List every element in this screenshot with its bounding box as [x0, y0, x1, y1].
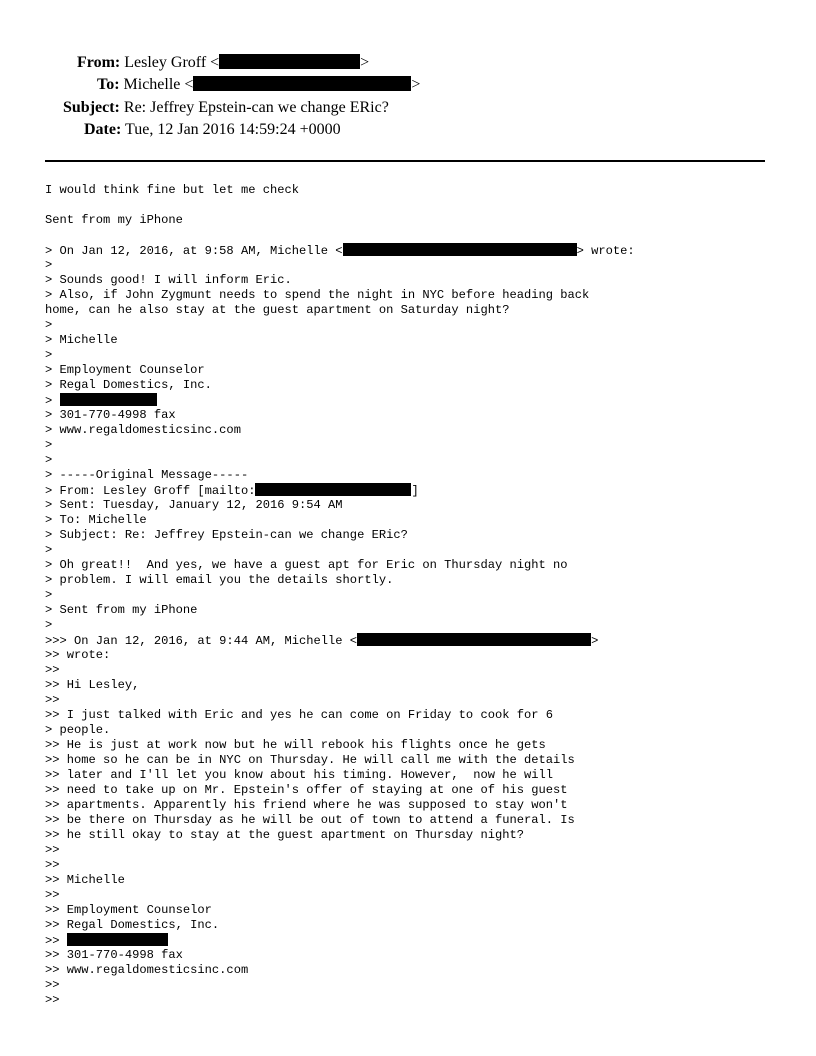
body-line: [45, 963, 635, 978]
body-line: [45, 258, 635, 273]
body-line-text: >> www.regaldomesticsinc.com: [45, 963, 249, 977]
body-line-text: > Employment Counselor: [45, 363, 205, 377]
body-line: [45, 183, 635, 198]
body-line: [45, 768, 635, 783]
body-line: [45, 603, 635, 618]
body-line-text: > From: Lesley Groff [mailto:: [45, 484, 256, 498]
body-line: [45, 618, 635, 633]
body-line: [45, 228, 635, 243]
body-line: [45, 453, 635, 468]
body-line-text: > Sent from my iPhone: [45, 603, 198, 617]
body-line-text: >: [45, 394, 60, 408]
body-line-text: >>: [45, 663, 60, 677]
body-line: [45, 348, 635, 363]
subject-label: Subject:: [63, 99, 120, 116]
body-line: [45, 468, 635, 483]
body-line-text: > people.: [45, 723, 111, 737]
subject-line: [63, 98, 389, 118]
body-line-text: > 301-770-4998 fax: [45, 408, 176, 422]
body-line: [45, 678, 635, 693]
body-line: [45, 663, 635, 678]
body-line-text: > problem. I will email you the details shortly.: [45, 573, 394, 587]
body-line-text: >> later and I'll let you know about his timing. However, now he will: [45, 768, 554, 782]
redaction-bar: [193, 76, 411, 91]
body-line-text: > Sounds good! I will inform Eric.: [45, 273, 292, 287]
body-line-text: >> He is just at work now but he will rebook his flights once he gets: [45, 738, 546, 752]
body-line: [45, 783, 635, 798]
body-line: [45, 243, 635, 258]
redaction-bar: [343, 243, 577, 256]
body-line-text: >: [45, 318, 53, 332]
body-line-text: >>: [45, 934, 67, 948]
redaction-bar: [219, 54, 360, 69]
body-line-text: > www.regaldomesticsinc.com: [45, 423, 241, 437]
body-line: [45, 438, 635, 453]
body-line: [45, 708, 635, 723]
header-divider: [45, 160, 765, 162]
body-line-tail: >: [591, 634, 599, 648]
body-line-text: >> I just talked with Eric and yes he can come on Friday to cook for 6: [45, 708, 554, 722]
body-line: [45, 513, 635, 528]
body-line-text: I would think fine but let me check: [45, 183, 300, 197]
body-line: [45, 948, 635, 963]
body-line-text: >> need to take up on Mr. Epstein's offer of staying at one of his guest: [45, 783, 568, 797]
body-line: [45, 363, 635, 378]
date-label: Date:: [84, 121, 122, 138]
body-line-text: >: [45, 453, 53, 467]
from-label: From:: [77, 54, 121, 71]
date-value: Tue, 12 Jan 2016 14:59:24 +0000: [125, 121, 341, 138]
body-line-text: > Michelle: [45, 333, 118, 347]
body-line: [45, 588, 635, 603]
body-line-text: >: [45, 258, 53, 272]
body-line-text: >: [45, 348, 53, 362]
body-line-text: >: [45, 438, 53, 452]
body-line: [45, 633, 635, 648]
body-line: [45, 648, 635, 663]
body-line-text: >: [45, 618, 53, 632]
body-line: [45, 813, 635, 828]
body-line: [45, 738, 635, 753]
body-line: [45, 498, 635, 513]
body-line-text: >> apartments. Apparently his friend where he was supposed to stay won't: [45, 798, 568, 812]
redaction-bar: [67, 933, 168, 946]
body-line: [45, 288, 635, 303]
body-line: [45, 273, 635, 288]
body-line-text: > Oh great!! And yes, we have a guest apt for Eric on Thursday night no: [45, 558, 568, 572]
body-line-text: >> be there on Thursday as he will be out of town to attend a funeral. Is: [45, 813, 575, 827]
body-line-text: >> Employment Counselor: [45, 903, 212, 917]
to-label: To:: [97, 76, 120, 93]
redaction-bar: [357, 633, 591, 646]
body-line: [45, 903, 635, 918]
body-line-text: >> wrote:: [45, 648, 111, 662]
body-line: [45, 408, 635, 423]
email-body: [45, 183, 635, 1008]
body-line: [45, 483, 635, 498]
body-line: [45, 723, 635, 738]
from-value: Lesley Groff <: [124, 54, 220, 71]
body-line: [45, 933, 635, 948]
body-line: [45, 543, 635, 558]
body-line: [45, 423, 635, 438]
body-line: [45, 318, 635, 333]
body-line: [45, 858, 635, 873]
body-line-text: >> Michelle: [45, 873, 125, 887]
body-line: [45, 798, 635, 813]
body-line-text: >> he still okay to stay at the guest apartment on Thursday night?: [45, 828, 524, 842]
body-line: [45, 993, 635, 1008]
body-line-text: >> home so he can be in NYC on Thursday. He will call me with the details: [45, 753, 575, 767]
body-line-text: Sent from my iPhone: [45, 213, 183, 227]
body-line-tail: > wrote:: [576, 244, 635, 258]
body-line: [45, 978, 635, 993]
body-line-tail: ]: [411, 484, 419, 498]
body-line: [45, 528, 635, 543]
body-line-text: >>: [45, 993, 60, 1007]
body-line-text: >>: [45, 978, 60, 992]
to-value: Michelle <: [123, 76, 194, 93]
body-line: [45, 558, 635, 573]
to-close: >: [411, 76, 421, 93]
body-line: [45, 828, 635, 843]
body-line-text: > On Jan 12, 2016, at 9:58 AM, Michelle <: [45, 244, 343, 258]
body-line-text: >> 301-770-4998 fax: [45, 948, 183, 962]
body-line-text: > Regal Domestics, Inc.: [45, 378, 212, 392]
body-line-text: > To: Michelle: [45, 513, 147, 527]
body-line: [45, 888, 635, 903]
body-line-text: >>: [45, 693, 60, 707]
body-line-text: >>> On Jan 12, 2016, at 9:44 AM, Michelle <: [45, 634, 358, 648]
body-line-text: >>: [45, 888, 60, 902]
body-line-text: >>: [45, 858, 60, 872]
redaction-bar: [60, 393, 157, 406]
body-line-text: home, can he also stay at the guest apartment on Saturday night?: [45, 303, 510, 317]
body-line: [45, 198, 635, 213]
body-line-text: > -----Original Message-----: [45, 468, 249, 482]
body-line: [45, 393, 635, 408]
body-line: [45, 843, 635, 858]
body-line-text: > Sent: Tuesday, January 12, 2016 9:54 AM: [45, 498, 343, 512]
body-line: [45, 213, 635, 228]
body-line: [45, 303, 635, 318]
to-line: [97, 75, 420, 95]
body-line: [45, 378, 635, 393]
body-line: [45, 918, 635, 933]
from-close: >: [360, 54, 370, 71]
redaction-bar: [255, 483, 411, 496]
body-line-text: > Subject: Re: Jeffrey Epstein-can we change ERic?: [45, 528, 408, 542]
from-line: [77, 53, 369, 73]
body-line-text: >: [45, 588, 53, 602]
subject-value: Re: Jeffrey Epstein-can we change ERic?: [123, 99, 389, 116]
body-line-text: >: [45, 543, 53, 557]
body-line-text: >> Hi Lesley,: [45, 678, 140, 692]
body-line: [45, 333, 635, 348]
body-line: [45, 693, 635, 708]
body-line-text: >>: [45, 843, 60, 857]
body-line: [45, 753, 635, 768]
body-line-text: >> Regal Domestics, Inc.: [45, 918, 220, 932]
body-line-text: > Also, if John Zygmunt needs to spend the night in NYC before heading back: [45, 288, 590, 302]
body-line: [45, 873, 635, 888]
body-line: [45, 573, 635, 588]
date-line: [84, 120, 341, 140]
